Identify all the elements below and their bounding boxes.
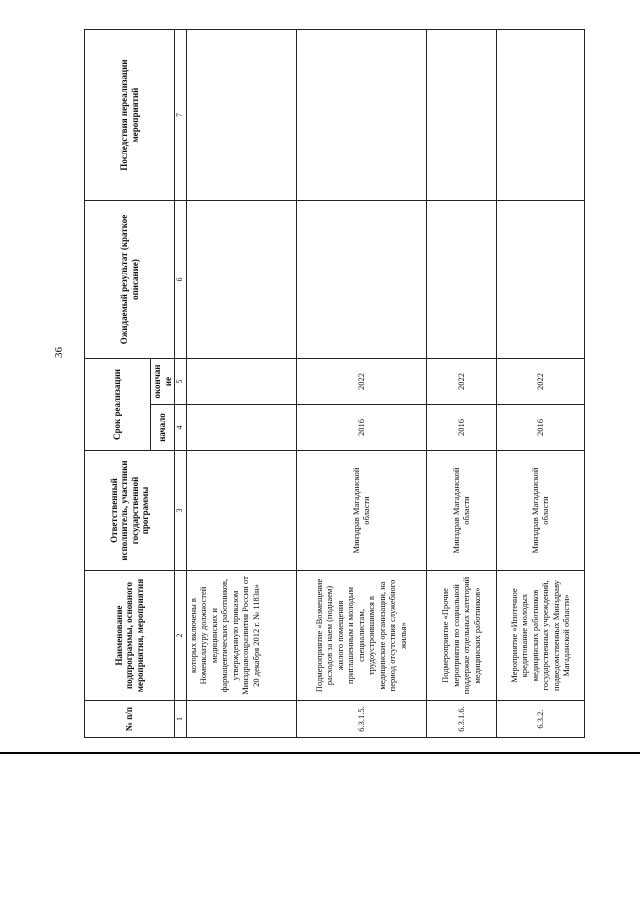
column-number: 6 [175, 201, 187, 359]
page-divider [0, 752, 640, 754]
column-number: 7 [175, 30, 187, 201]
row-executor [186, 451, 296, 571]
header-row [85, 30, 151, 738]
table-row [426, 30, 496, 738]
column-number: 5 [175, 359, 187, 405]
row-executor: Минздрав Магаданской области [426, 451, 496, 571]
row-start: 2016 [496, 405, 584, 451]
row-end [186, 359, 296, 405]
row-end: 2022 [496, 359, 584, 405]
rotated-table-container [84, 30, 571, 738]
row-result [426, 201, 496, 359]
header-num: № п/п [85, 701, 175, 738]
row-consequences [426, 30, 496, 201]
column-number: 2 [175, 571, 187, 701]
column-number: 3 [175, 451, 187, 571]
row-start [186, 405, 296, 451]
column-number: 4 [175, 405, 187, 451]
row-consequences [496, 30, 584, 201]
row-executor: Минздрав Магаданской области [296, 451, 426, 571]
header-start: начало [151, 405, 175, 451]
row-num: 6.3.1.6. [426, 701, 496, 738]
row-name: Мероприятие «Ипотечное кредитование молодых медицинских работников государственных учреждений, подведомственных Минздраву Магаданской области» [496, 571, 584, 701]
row-end: 2022 [296, 359, 426, 405]
row-name: Подмероприятие «Прочие мероприятия по социальной поддержке отдельных категорий медицинских работников» [426, 571, 496, 701]
row-consequences [186, 30, 296, 201]
row-result [496, 201, 584, 359]
row-start: 2016 [426, 405, 496, 451]
row-num [186, 701, 296, 738]
page-number: 36 [53, 347, 65, 358]
header-consequences: Последствия нереализации мероприятий [85, 30, 175, 201]
header-end: окончание [151, 359, 175, 405]
row-result [186, 201, 296, 359]
row-name: Подмероприятие «Возмещение расходов за наем (поднаем) жилого помещения приглашенным и молодым специалистам, трудоустроившимся в медицинские организации, на период отсутствия служебного жилья» [296, 571, 426, 701]
row-executor: Минздрав Магаданской области [496, 451, 584, 571]
activities-table [84, 29, 585, 738]
header-result: Ожидаемый результат (краткое описание) [85, 201, 175, 359]
header-name: Наименование подпрограммы, основного мероприятия, мероприятия [85, 571, 175, 701]
header-executor: Ответственный исполнитель, участники государственной программы [85, 451, 175, 571]
column-number: 1 [175, 701, 187, 738]
row-num: 6.3.2. [496, 701, 584, 738]
header-period: Срок реализации [85, 359, 151, 451]
table-row [186, 30, 296, 738]
table-row [496, 30, 584, 738]
row-end: 2022 [426, 359, 496, 405]
row-consequences [296, 30, 426, 201]
row-name: которых включены в Номенклатуру должностей медицинских и фармацевтических работников, утвержденную приказом Минздравсоцразвития России от 20 декабря 2012 г. № 1183н» [186, 571, 296, 701]
row-num: 6.3.1.5. [296, 701, 426, 738]
row-start: 2016 [296, 405, 426, 451]
column-number-row [175, 30, 187, 738]
row-result [296, 201, 426, 359]
table-row [296, 30, 426, 738]
